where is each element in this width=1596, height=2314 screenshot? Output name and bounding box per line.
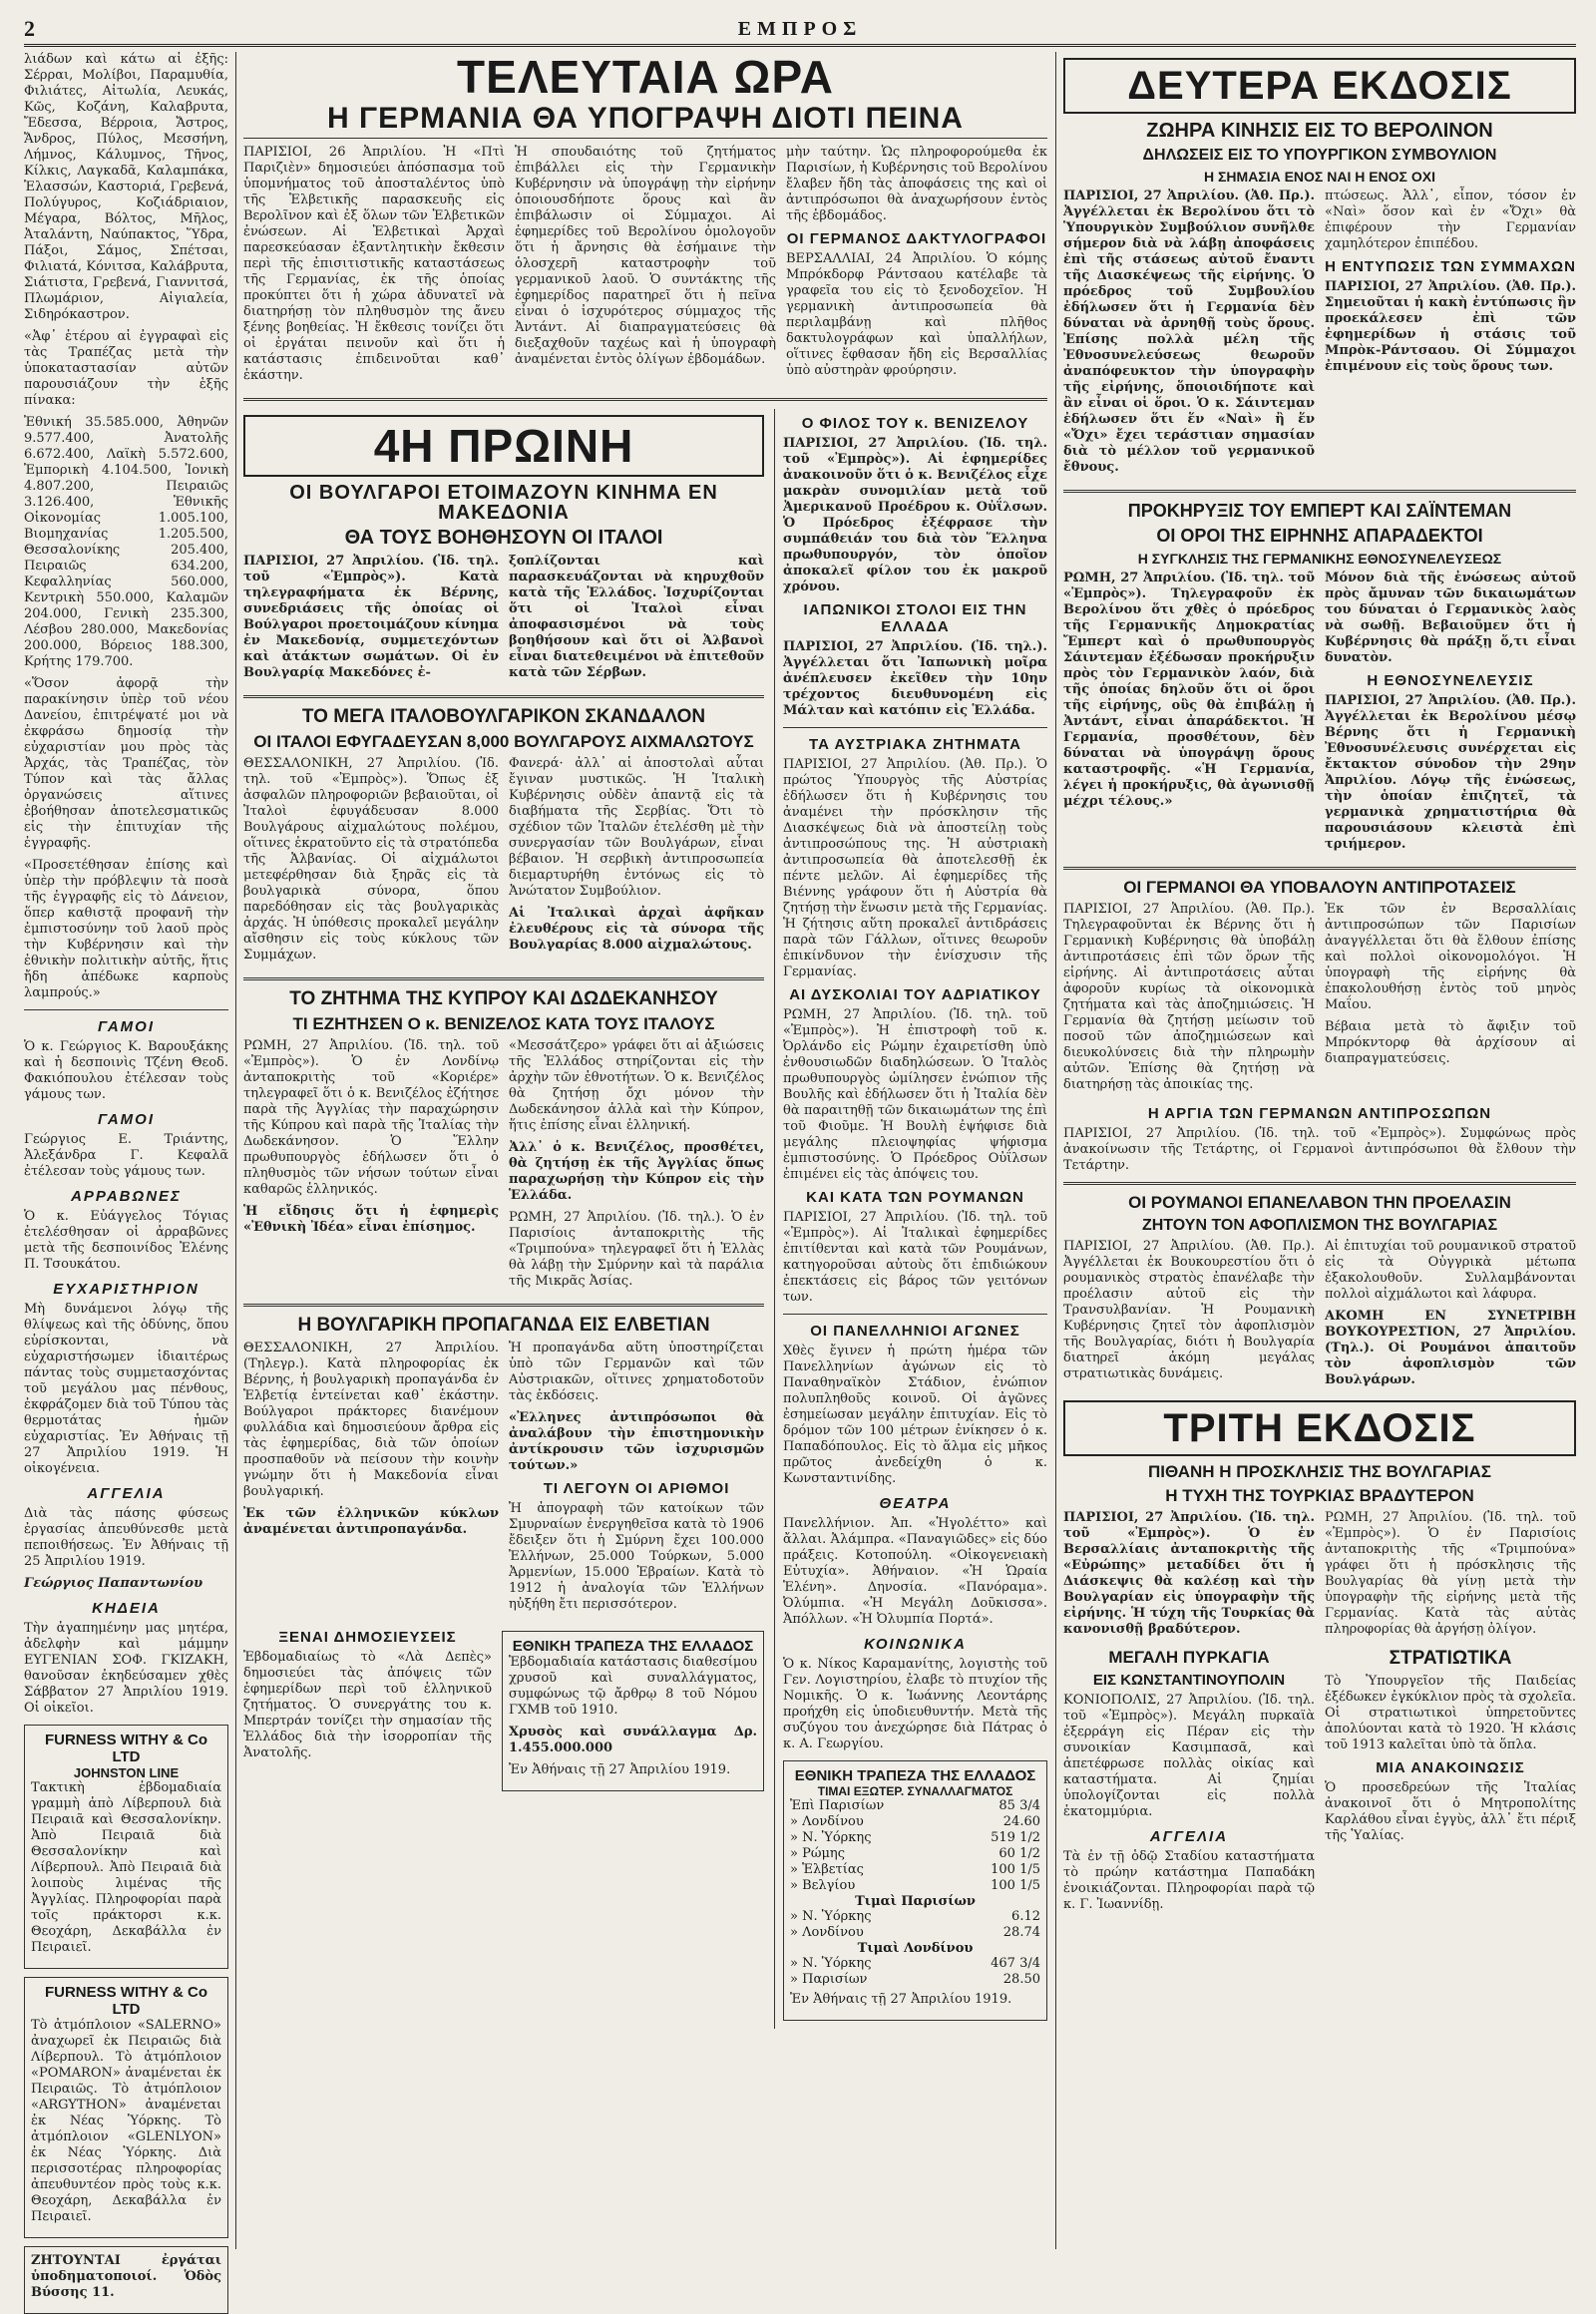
- rate-row-7: » Ν. Ὑόρκης 6.12: [790, 1909, 1040, 1924]
- table-subheader: Τιμαὶ Λονδίνου: [857, 1941, 974, 1956]
- article-emphasis: Αἱ Ἰταλικαὶ ἀρχαὶ ἀφῆκαν ἐλευθέρους εἰς τὰ σύνορα τῆς Βουλγαρίας 8.000 αἰχμαλώτους.: [509, 906, 765, 953]
- subheadline: Η ΣΥΓΚΛΗΣΙΣ ΤΗΣ ΓΕΡΜΑΝΙΚΗΣ ΕΘΝΟΣΥΝΕΛΕΥΣΕΩΣ: [1137, 551, 1502, 567]
- masthead: [24, 14, 1576, 47]
- edition-box: [243, 415, 764, 477]
- rate-row-2: » Λονδίνου 24.60: [790, 1814, 1040, 1829]
- article-text: ΠΑΡΙΣΙΟΙ, 27 Ἀπριλίου. (Ἀθ. Πρ.). Σημειοῦται ἡ κακὴ ἐντύπωσις ἣν προεκάλεσεν ἐπὶ τῶν ἐφημερίδων ἡ στάσις τοῦ Μπρὸκ-Ράντσαου. Οἱ Σύμμαχοι ἐπιμένουν εἰς τοὺς ὅρους των.: [1325, 279, 1576, 374]
- article-emphasis: Ἡ εἴδησις ὅτι ἡ ἐφημερὶς «Ἐθνικὴ Ἰδέα» εἶναι ἐπίσημος.: [243, 1204, 500, 1235]
- article-text: ΠΑΡΙΣΙΟΙ, 27 Ἀπριλίου. (Ἰδ. τηλ.). Ἀγγέλλεται ὅτι Ἰαπωνικὴ μοῖρα ἀνέπλευσεν ἐκεῖθεν τὴν 10ην τρέχοντος διευθυνομένη εἰς Μάλταν καὶ κατόπιν εἰς Ἑλλάδα.: [783, 639, 1047, 718]
- article-text: ΠΑΡΙΣΙΟΙ, 27 Ἀπριλίου. (Ἰδ. τηλ. τοῦ «Ἐμπρὸς»). Συμφώνως πρὸς ἀνακοίνωσιν τῆς Τετάρτης, οἱ Γερμανοὶ ἀντιπρόσωποι θὰ ἔλθουν τὴν Τετάρτην.: [1063, 1126, 1576, 1173]
- article-text: ΠΑΡΙΣΙΟΙ, 27 Ἀπριλίου. (Ἀθ. Πρ.). Ἀγγέλλεται ἐκ Βουκουρεστίου ὅτι ὁ ρουμανικὸς στρατὸς ἐπανέλαβε τὴν προέλασιν αὐτοῦ εἰς τὴν Τρανσυλβανίαν. Ἡ Ρουμανικὴ Κυβέρνησις ζητεῖ τὸν ἀφοπλισμὸν τῆς Βουλγαρίας, διότι ἡ Βουλγαρία διατηρεῖ ἀκόμη μεγάλας στρατιωτικὰς δυνάμεις.: [1063, 1239, 1315, 1381]
- subheadline: ΙΑΠΩΝΙΚΟΙ ΣΤΟΛΟΙ ΕΙΣ ΤΗΝ ΕΛΛΑΔΑ: [803, 601, 1027, 635]
- subheadline: ΕΙΣ ΚΩΝΣΤΑΝΤΙΝΟΥΠΟΛΙΝ: [1092, 1672, 1286, 1689]
- rate-row-5: » Ἑλβετίας 100 1/5: [790, 1862, 1040, 1877]
- article-text: ΠΑΡΙΣΙΟΙ, 27 Ἀπριλίου. (Ἰδ. τηλ. τοῦ «Ἐμπρὸς»). Αἱ ἐφημερίδες ἀνακοινοῦν ὅτι ὁ κ. Βενιζέλος εἶχε μακρὰν συνομιλίαν μετὰ τοῦ Ἀμερικανοῦ Προέδρου κ. Οὐΐλσων. Ὁ Πρόεδρος ἐξέφρασε τὴν συμπάθειάν του διὰ τὸν Ἕλληνα πρωθυπουργόν, τὸν ὁποῖον ἀποκαλεῖ φίλον του ἐκ μακροῦ χρόνου.: [783, 436, 1047, 594]
- article-text: ΡΩΜΗ, 27 Ἀπριλίου. (Ἰδ. τηλ. τοῦ «Ἐμπρὸς»). Ὁ ἐν Παρισίοις ἀνταποκριτὴς τῆς «Τριμπούνα» γράφει ὅτι ἡ πρόσκλησις τῆς Βουλγαρίας θὰ γίνῃ μετὰ τὴν ὑπογραφὴν τῆς εἰρήνης μετὰ τῆς Γερμανίας. Κατὰ τὰς αὐτὰς πληροφορίας θὰ ἀργήσῃ ὀλίγον.: [1325, 1510, 1576, 1637]
- subheadline: ΤΙ ΛΕΓΟΥΝ ΟΙ ΑΡΙΘΜΟΙ: [543, 1480, 730, 1497]
- subheadline: Η ΑΡΓΙΑ ΤΩΝ ΓΕΡΜΑΝΩΝ ΑΝΤΙΠΡΟΣΩΠΩΝ: [1147, 1105, 1492, 1122]
- subheadline: ΟΙ ΓΕΡΜΑΝΟΣ ΔΑΚΤΥΛΟΓΡΑΦΟΙ: [786, 230, 1047, 247]
- headline: ΠΡΟΚΗΡΥΞΙΣ ΤΟΥ ΕΜΠΕΡΤ ΚΑΙ ΣΑΪΝΤΕΜΑΝ: [1127, 501, 1512, 521]
- article-text: ξοπλίζονται καὶ παρασκευάζονται νὰ κηρυχθοῦν κατὰ τῆς Ἑλλάδος. Ἰσχυρίζονται ὅτι οἱ Ἰταλοὶ εἶναι ἀποφασισμένοι νὰ τοὺς βοηθήσουν καὶ ὅτι οἱ Ἀλβανοὶ εἶναι διατεθειμένοι νὰ ἐπιτεθοῦν κατὰ τῶν Σέρβων.: [509, 554, 765, 680]
- article-text: ΠΑΡΙΣΙΟΙ, 27 Ἀπριλίου. (Ἰδ. τηλ. τοῦ «Ἐμπρὸς»). Αἱ Ἰταλικαὶ ἐφημερίδες ἐπιτίθενται καὶ κατὰ τῶν Ρουμάνων, κατηγοροῦσαι αὐτοὺς ὅτι ἐπιδιώκουν ἐπεκτάσεις εἰς βάρος τῶν γειτόνων των.: [783, 1210, 1047, 1305]
- ad-text: ΖΗΤΟΥΝΤΑΙ ἐργάται ὑποδηματοποιοί. Ὁδὸς Βύσσης 11.: [31, 2253, 221, 2300]
- article-text: ΡΩΜΗ, 27 Ἀπριλίου. (Ἰδ. τηλ.). Ὁ ἐν Παρισίοις ἀνταποκριτὴς τῆς «Τριμπούνα» τηλεγραφεῖ ὅτι ἡ Ἑλλὰς θὰ λάβῃ τὴν Σμύρνην καὶ τὰ παράλια τῆς Μικρᾶς Ἀσίας.: [509, 1210, 765, 1289]
- article-text: ΚΟΝΙΟΠΟΛΙΣ, 27 Ἀπριλίου. (Ἰδ. τηλ. τοῦ «Ἐμπρὸς»). Μεγάλη πυρκαϊὰ ἐξερράγη εἰς Πέραν εἰς τὴν συνοικίαν Κασιμπασᾶ, καὶ ἀπετέφρωσε πολλὰς οἰκίας καὶ καταστήματα. Αἱ ζημίαι ὑπολογίζονται εἰς πολλὰ ἑκατομμύρια.: [1063, 1693, 1315, 1819]
- article-text: πτώσεως. Ἀλλ᾽, εἶπον, τόσον ἐν «Ναὶ» ὅσον καὶ ἐν «Ὄχι» θὰ ἐπιφέρουν τὴν Γερμανίαν χαμηλότερον ἐπιπέδου.: [1325, 189, 1576, 251]
- notice-signature: Γεώργιος Παπαντωνίου: [24, 1576, 203, 1591]
- article-text: Χθὲς ἔγινεν ἡ πρώτη ἡμέρα τῶν Πανελληνίων ἀγώνων εἰς τὸ Παναθηναϊκὸν Στάδιον, ἐνώπιον πολυπληθοῦς κοινοῦ. Οἱ ἀγῶνες ἐσημείωσαν μεγάλην ἐπιτυχίαν. Εἰς τὸ δρόμον τῶν 100 μέτρων ἐνίκησεν ὁ κ. Παπαδόπουλος. Εἰς τὸ ἅλμα εἰς μῆκος πρῶτος ἀνεδείχθη ὁ κ. Κωνσταντινίδης.: [783, 1344, 1047, 1486]
- shipping-ad: [24, 1725, 228, 1969]
- ad-text: Τακτικὴ ἑβδομαδιαία γραμμὴ ἀπὸ Λίβερπουλ διὰ Πειραιᾶ καὶ Θεσσαλονίκην. Ἀπὸ Πειραιᾶ διὰ Θεσσαλονίκην καὶ Λίβερπουλ. Ἀπὸ Πειραιᾶ διὰ λοιποὺς λιμένας τῆς Ἀγγλίας. Πληροφορίαι παρὰ τοῖς πράκτορσι κ.κ. Θεοχάρη, Δεκαβάλλα ἐν Πειραιεῖ.: [31, 1780, 221, 1955]
- shipping-ad: [24, 1977, 228, 2238]
- rate-row-6: » Βελγίου 100 1/5: [790, 1878, 1040, 1893]
- subheadline: ΟΙ ΟΡΟΙ ΤΗΣ ΕΙΡΗΝΗΣ ΑΠΑΡΑΔΕΚΤΟΙ: [1156, 526, 1483, 546]
- ad-text: Ἑβδομαδιαία κατάστασις διαθεσίμου χρυσοῦ καὶ συναλλάγματος, συμφώνως τῷ ἄρθρῳ 8 τοῦ Νόμου ΓΧΜΒ τοῦ 1910.: [509, 1655, 758, 1718]
- article-text: Ὁ κ. Νίκος Καραμανίτης, λογιστὴς τοῦ Γεν. Λογιστηρίου, ἐλαβε τὸ πτυχίον τῆς Νομικῆς. Ὁ κ. Ἰωάννης Λεοντάρης προήχθη εἰς ὑποδιευθυντήν. Μετὰ τῆς συζύγου του ἀνεχώρησε διὰ Πάτρας ὁ κ. Α. Γεωργίου.: [783, 1657, 1047, 1751]
- article-text: ΠΑΡΙΣΙΟΙ, 26 Ἀπριλίου. Ἡ «Πτὶ Παριζιὲν» δημοσιεύει ἀπόσπασμα τοῦ ὑπομνήματος τοῦ ἀποσταλέντος ὑπὸ τῆς Ἑλβετικῆς παρασκευῆς εἰς Βερολῖνον καὶ ἐξ ὅλων τῶν Ἑλβετικῶν ἐνώσεων. Αἱ Ἑλβετικαὶ Ἀρχαὶ παρεσκεύασαν ἐξαντλητικὴν ἔκθεσιν περὶ τῆς ἐπισιτιστικῆς καταστάσεως τῆς Γερμανίας, ἐκ τῆς ὁποίας προκύπτει ὅτι ἡ χώρα ἀδυνατεῖ νὰ διατηρήσῃ τὸν πληθυσμὸν της ἄνευ ξένης βοηθείας. Ἡ ἔκθεσις τονίζει ὅτι οἱ ἐργάται πεινοῦν καὶ ὅτι ἡ κατάστασις ἐπιδεινοῦται καθ᾽ ἑκάστην.: [243, 145, 505, 383]
- rate-row-9: » Ν. Ὑόρκης 467 3/4: [790, 1956, 1040, 1971]
- article-text: ΠΑΡΙΣΙΟΙ, 27 Ἀπριλίου. (Ἀθ. Πρ.). Ὁ πρώτος Ὑπουργὸς τῆς Αὐστρίας ἐδήλωσεν ὅτι ἡ Κυβέρνησις του ἀναμένει τὴν πρόσκλησιν τῆς Διασκέψεως διὰ νὰ ἀποστείλῃ τοὺς ἀντιπροσώπους της. Ἡ αὐστριακὴ ἀντιπροσωπεία θὰ ἀποτελεσθῇ ἐκ πέντε μελῶν. Αἱ ἐφημερίδες τῆς Βιέννης γράφουν ὅτι ἡ Αὐστρία θὰ ζητήσῃ τὴν ἕνωσιν μετὰ τῆς Γερμανίας. Ἡ ζήτησις αὕτη προκαλεῖ ἀντιδράσεις παρὰ τῶν Γάλλων, οἵτινες θεωροῦν ἐπικίνδυνον τὴν ἐνίσχυσιν τῆς Γερμανίας.: [783, 757, 1047, 979]
- article-text: «Ὅσον ἀφορᾷ τὴν παρακίνησιν ὑπὲρ τοῦ νέου Δανείου, ἐπιτρέψατέ μοι νὰ ἐκφράσω δημοσίᾳ τὴν εὐχαριστίαν μου πρὸς τὰς Ἀρχάς, τὰς Τραπέζας, τὸν Τύπον καὶ τὰς ἄλλας ὀργανώσεις αἵτινες ἐβοήθησαν ἀποτελεσματικῶς εἰς τὴν ἐπιτυχίαν τῆς ἐγγραφῆς.: [24, 676, 228, 851]
- article-text: Φανερά· ἀλλ᾽ αἱ ἀποστολαὶ αὗται ἔγιναν μυστικῶς. Ἡ Ἰταλικὴ Κυβέρνησις οὐδὲν ἀπαντᾷ εἰς τὰ διαβήματα τῆς Σερβίας. Ὅτι τὸ σχέδιον τῶν Ἰταλῶν ἐτελέσθη μὲ τὴν συνεργασίαν τῶν Βουλγάρων, εἶναι βέβαιον. Ἡ σερβικὴ ἀντιπροσωπεία διεμαρτυρήθη ἐντόνως εἰς τὸ Ἀνώτατον Συμβούλιον.: [509, 756, 765, 899]
- table-date: Ἐν Ἀθήναις τῇ 27 Ἀπριλίου 1919.: [790, 1992, 1012, 2007]
- main-area: [243, 52, 1047, 2249]
- section-label: ΑΓΓΕΛΙΑ: [1149, 1828, 1229, 1845]
- article-text: Ἑβδομαδιαίως τὸ «Λὰ Δεπὲς» δημοσιεύει τὰς ἀπόψεις τῶν ἐφημερίδων περὶ τοῦ ἑλληνικοῦ ζητήματος. Ὁ συνεργάτης του κ. Μπερτράν τονίζει τὴν σημασίαν τῆς Ἑλλάδος διὰ τὴν ἰσορροπίαν τῆς Ἀνατολῆς.: [243, 1650, 493, 1760]
- headline: Η ΓΕΡΜΑΝΙΑ ΘΑ ΥΠΟΓΡΑΨΗ ΔΙΟΤΙ ΠΕΙΝΑ: [243, 104, 1047, 139]
- article-text: Ἐκ τῶν ἐν Βερσαλλίαις ἀντιπροσώπων τῶν Παρισίων ἀναγγέλλεται ὅτι θὰ ἔλθουν ἐπίσης καὶ πολλοὶ οἰκονομολόγοι. Ἡ ὑπογραφὴ τῆς εἰρήνης θὰ ἐπακολουθήσῃ ἐντὸς τοῦ μηνὸς Μαΐου.: [1325, 902, 1576, 1012]
- headline: ΜΕΓΑΛΗ ΠΥΡΚΑΓΙΑ: [1108, 1648, 1270, 1667]
- headline: Η ΒΟΥΛΓΑΡΙΚΗ ΠΡΟΠΑΓΑΝΔΑ ΕΙΣ ΕΛΒΕΤΙΑΝ: [297, 1315, 710, 1336]
- notice-text: Ὁ κ. Εὐάγγελος Τόγιας ἐτελέσθησαν οἱ ἀρραβῶνες μετὰ τῆς δεσποινίδος Ἑλένης Π. Τσουκάτου.: [24, 1209, 228, 1272]
- subheadline: Η ΕΝΤΥΠΩΣΙΣ ΤΩΝ ΣΥΜΜΑΧΩΝ: [1325, 258, 1576, 275]
- subheadline: Ο ΦΙΛΟΣ ΤΟΥ κ. ΒΕΝΙΖΕΛΟΥ: [801, 415, 1029, 432]
- article-text: Ἡ σπουδαιότης τοῦ ζητήματος ἐπιβάλλει εἰς τὴν Γερμανικὴν Κυβέρνησιν νὰ ὑπογράψῃ τὴν εἰρήνην ὁποιουσδήποτε ὅρους καὶ ἂν ἐπιβάλωσιν οἱ Σύμμαχοι. Αἱ ἐφημερίδες τοῦ Βερολίνου ὁμολογοῦν ὅτι ἡ ἄρνησις θὰ ἐσήμαινε τὴν ὁλοσχερῆ καταστροφὴν τοῦ γερμανικοῦ λαοῦ. Ὁ συντάκτης τῆς ἐφημερίδος παρατηρεῖ ὅτι ἡ πεῖνα εἶναι ὁ ἰσχυρότερος σύμμαχος τῆς Ἀντάντ. Αἱ διαπραγματεύσεις θὰ διεξαχθοῦν ταχέως καὶ ἡ ὑπογραφὴ ἀναμένεται ἐντὸς ὀλίγων ἑβδομάδων.: [515, 145, 776, 367]
- article-text: Πανελλήνιον. Ἀπ. «Ἠγολέττο» καὶ ἄλλαι. Ἀλάμπρα. «Παναγιῶδες» εἰς δύο πράξεις. Κοτοπούλη. «Οἰκογενειακὴ Εὐτυχία». Ἀθήναιον. «Ἡ Ὡραία Ἑλένη». Δηνοσία. «Πανόραμα». Ὀλύμπια. «Ἡ Μεγάλη Δοῦκισσα». Ἀπόλλων. «Ἡ Ὀλυμπία Πορτά».: [783, 1516, 1047, 1627]
- article-text: ΠΑΡΙΣΙΟΙ, 27 Ἀπριλίου. (Ἀθ. Πρ.). Τηλεγραφοῦνται ἐκ Βέρνης ὅτι ἡ Γερμανικὴ Κυβέρνησις θὰ ὑποβάλῃ ἀντιπροτάσεις ἐπὶ τῶν ὅρων τῆς εἰρήνης. Αἱ ἀντιπροτάσεις αὗται ἀφοροῦν κυρίως τὰ οἰκονομικὰ ζητήματα καὶ τὰς ἀποζημιώσεις. Ἡ Γερμανία θὰ ζητήσῃ μείωσιν τοῦ ποσοῦ τῶν ἀποζημιώσεων καὶ διευκολύνσεις διὰ τὴν πληρωμὴν αὐτῶν. Ἐπίσης θὰ ζητήσῃ νὰ διατηρήσῃ τὰς ἀποικίας της.: [1063, 902, 1315, 1092]
- edition-title: ΔΕΥΤΕΡΑ ΕΚΔΟΣΙΣ: [1127, 64, 1512, 108]
- article-text: ΒΕΡΣΑΛΛΙΑΙ, 24 Ἀπριλίου. Ὁ κόμης Μπρόκδορφ Ράντσαου κατέλαβε τὰ γραφεῖα του εἰς τὸ ξενοδοχεῖον. Ἡ γερμανικὴ ἀντιπροσωπεία θὰ περιλαμβάνῃ καὶ πλῆθος δακτυλογράφων καὶ ὑπαλλήλων, οἵτινες ἔφθασαν ἤδη εἰς Βερσαλλίας ὑπὸ αὐστηρὰν φρούρησιν.: [786, 251, 1047, 378]
- bank-ad: [502, 1631, 764, 1791]
- rate-row-8: » Λονδίνου 28.74: [790, 1925, 1040, 1940]
- headline: ΣΤΡΑΤΙΩΤΙΚΑ: [1389, 1648, 1512, 1669]
- notice-text: Γεώργιος Ε. Τριάντης, Ἀλεξάνδρα Γ. Κεφαλᾶ ἐτέλεσαν τοὺς γάμους των.: [24, 1132, 228, 1179]
- article-text: ΡΩΜΗ, 27 Ἀπριλίου. (Ἰδ. τηλ. τοῦ «Ἐμπρὸς»). Ὁ ἐν Λονδίνῳ ἀνταποκριτὴς τοῦ «Κοριέρε» τηλεγραφεῖ ὅτι ὁ κ. Βενιζέλος ἐζήτησε παρὰ τῆς Ἀγγλίας τὴν παραχώρησιν τῆς Κύπρου καὶ παρὰ τῆς Ἰταλίας τὴν Δωδεκάνησον. Ὁ Ἕλλην πρωθυπουργὸς ἐδήλωσεν ὅτι ὁ πληθυσμὸς τῶν νήσων τούτων εἶναι καθαρῶς ἑλληνικός.: [243, 1038, 500, 1197]
- section-label: ΓΑΜΟΙ: [97, 1018, 155, 1035]
- left-column: [24, 52, 228, 2300]
- headline: ΟΙ ΡΟΥΜΑΝΟΙ ΕΠΑΝΕΛΑΒΟΝ ΤΗΝ ΠΡΟΕΛΑΣΙΝ: [1128, 1193, 1511, 1212]
- notice-text: Τὴν ἀγαπημένην μας μητέρα, ἀδελφὴν καὶ μάμμην ΕΥΓΕΝΙΑΝ ΣΟΦ. ΓΚΙΖΑΚΗ, θανοῦσαν ἐκηδεύσαμεν χθὲς Σάββατον 27 Ἀπριλίου 1919. Οἱ οἰκεῖοι.: [24, 1621, 228, 1716]
- article-emphasis: «Ἐλληνες ἀντιπρόσωποι θὰ ἀναλάβουν τὴν ἐπιστημονικὴν ἀντίκρουσιν τῶν ἰσχυρισμῶν τούτων.»: [509, 1410, 765, 1473]
- article-text: μὴν ταύτην. Ὡς πληροφορούμεθα ἐκ Παρισίων, ἡ Κυβέρνησις τοῦ Βερολίνου ἔλαβεν ἤδη τὰς ἀποφάσεις της καὶ οἱ ἀντιπρόσωποι θὰ ἀναχωρήσουν ἐντὸς τῆς ἑβδομάδος.: [786, 145, 1047, 223]
- section-label: ΕΥΧΑΡΙΣΤΗΡΙΟΝ: [53, 1281, 200, 1298]
- section-label: ΚΟΙΝΩΝΙΚΑ: [864, 1636, 967, 1653]
- article-text: ΡΩΜΗ, 27 Ἀπριλίου. (Ἰδ. τηλ. τοῦ «Ἐμπρὸς»). Τηλεγραφοῦν ἐκ Βερολίνου ὅτι χθὲς ὁ πρόεδρος τῆς Γερμανικῆς Δημοκρατίας Ἔμπερτ καὶ ὁ πρωθυπουργὸς Σάιντεμαν ἐξέδωσαν προκήρυξιν πρὸς τὸν Γερμανικὸν λαόν, διὰ τῆς ὁποίας δηλοῦν ὅτι οἱ ὅροι τῆς εἰρήνης, οὓς θὰ ἐπιβάλῃ ἡ Ἀντάντ, εἶναι ἀπαράδεκτοι. Ἡ Γερμανία, προσθέτουν, δὲν δύναται νὰ ὑπογράψῃ ὅρους καταστροφῆς. «Ἡ Γερμανία, λέγει ἡ προκήρυξις, θὰ ἀγωνισθῇ μέχρι τέλους.»: [1063, 571, 1315, 809]
- subheadline: ΖΗΤΟΥΝ ΤΟΝ ΑΦΟΠΛΙΣΜΟΝ ΤΗΣ ΒΟΥΛΓΑΡΙΑΣ: [1141, 1217, 1498, 1234]
- article-text: ΡΩΜΗ, 27 Ἀπριλίου. (Ἰδ. τηλ. τοῦ «Ἐμπρὸς»). Ἡ ἐπιστροφὴ τοῦ κ. Ὀρλάνδο εἰς Ρώμην ἐχαιρετίσθη ὑπὸ ἐνθουσιωδῶν διαδηλώσεων. Ὁ Ἰταλὸς πρωθυπουργὸς ὡμίλησεν ἐνώπιον τῆς Βουλῆς καὶ ἐδήλωσεν ὅτι ἡ Ἰταλία δὲν θὰ παραιτηθῇ τῶν δικαιωμάτων της ἐπὶ τοῦ Φιοῦμε. Ἡ Βουλὴ ἐψήφισε διὰ μεγάλης πλειοψηφίας ψήφισμα ἐμπιστοσύνης. Ὁ Πρόεδρος Οὐΐλσων ἐπιμένει εἰς τὰς ἀπόψεις του.: [783, 1007, 1047, 1182]
- notice-text: Μὴ δυνάμενοι λόγῳ τῆς θλίψεως καὶ τῆς ὀδύνης, ὅπου εὑρίσκονται, νὰ εὐχαριστήσωμεν ἰδιαιτέρως πάντας τοὺς συμμετασχόντας τοῦ μεγάλου μας πένθους, ἐκφράζομεν διὰ τοῦ Τύπου τὰς θερμοτάτας ἡμῶν εὐχαριστίας. Ἐν Ἀθήναις τῇ 27 Ἀπριλίου 1919. Ἡ οἰκογένεια.: [24, 1302, 228, 1476]
- article-text: ΠΑΡΙΣΙΟΙ, 27 Ἀπριλίου. (Ἰδ. τηλ. τοῦ «Ἐμπρὸς»). Ὁ ἐν Βερσαλλίαις ἀνταποκριτὴς τῆς «Εὐρώπης» μεταδίδει ὅτι ἡ Διάσκεψις θὰ καλέσῃ καὶ τὴν Βουλγαρίαν εἰς ὑπογραφὴν τῆς εἰρήνης. Ἡ τύχη τῆς Τουρκίας θὰ κανονισθῇ βραδύτερον.: [1063, 1510, 1315, 1637]
- headline: ΖΩΗΡΑ ΚΙΝΗΣΙΣ ΕΙΣ ΤΟ ΒΕΡΟΛΙΝΟΝ: [1146, 120, 1493, 142]
- subheadline: ΟΙ ΙΤΑΛΟΙ ΕΦΥΓΑΔΕΥΣΑΝ 8,000 ΒΟΥΛΓΑΡΟΥΣ ΑΙΧΜΑΛΩΤΟΥΣ: [253, 732, 754, 751]
- headline: ΤΟ ΖΗΤΗΜΑ ΤΗΣ ΚΥΠΡΟΥ ΚΑΙ ΔΩΔΕΚΑΝΗΣΟΥ: [289, 988, 718, 1009]
- subheadline: ΜΙΑ ΑΝΑΚΟΙΝΩΣΙΣ: [1376, 1759, 1525, 1776]
- article-text: Τὰ ἐν τῇ ὁδῷ Σταδίου καταστήματα τὸ πρώην κατάστημα Παπαδάκη ἐνοικιάζονται. Πληροφορίαι παρὰ τῷ κ. Γ. Ἰωαννίδῃ.: [1063, 1849, 1315, 1912]
- edition-box: [1063, 1400, 1576, 1456]
- article-text: Μόνον διὰ τῆς ἐνώσεως αὐτοῦ πρὸς ἄμυναν τῶν δικαιωμάτων του δύναται ὁ Γερμανικὸς λαὸς νὰ σωθῇ. Βεβαιοῦμεν ὅτι ἡ Κυβέρνησις θὰ πράξῃ ὅ,τι εἶναι δυνατὸν.: [1325, 571, 1576, 665]
- rate-row-1: Ἐπὶ Παρισίων 85 3/4: [790, 1798, 1040, 1813]
- article-text: Ἡ προπαγάνδα αὕτη ὑποστηρίζεται ὑπὸ τῶν Γερμανῶν καὶ τῶν Αὐστριακῶν, οἵτινες χρηματοδοτοῦν τὰς ἐκδόσεις.: [509, 1341, 765, 1403]
- article-text: ΑΚΟΜΗ ΕΝ ΣΥΝΕΤΡΙΒΗ ΒΟΥΚΟΥΡΕΣΤΙΟΝ, 27 Ἀπριλίου. (Τηλ.). Οἱ Ρουμάνοι ἀπαιτοῦν τὸν ἀφοπλισμὸν τῶν Βουλγάρων.: [1325, 1309, 1576, 1387]
- subheadline: ΑΙ ΔΥΣΚΟΛΙΑΙ ΤΟΥ ΑΔΡΙΑΤΙΚΟΥ: [789, 986, 1041, 1003]
- ad-title: ΕΘΝΙΚΗ ΤΡΑΠΕΖΑ ΤΗΣ ΕΛΛΑΔΟΣ: [794, 1767, 1036, 1784]
- notice-text: Ὁ κ. Γεώργιος Κ. Βαρουξάκης καὶ ἡ δεσποινὶς Τζένη Θεοδ. Φακιόπουλου ἐτέλεσαν τοὺς γάμους των.: [24, 1039, 228, 1102]
- article-text: ΘΕΣΣΑΛΟΝΙΚΗ, 27 Ἀπριλίου. (Ἰδ. τηλ. τοῦ «Ἐμπρὸς»). Ὅπως ἐξ ἀσφαλῶν πληροφοριῶν βεβαιοῦται, οἱ Ἰταλοὶ ἐφυγάδευσαν 8.000 Βουλγάρους αἰχμαλώτους πολέμου, οἵτινες ἐκρατοῦντο εἰς τὰ στρατόπεδα τῆς Ἀλβανίας. Οἱ αἰχμάλωτοι μετεφέρθησαν διὰ ξηρᾶς εἰς τὰ βουλγαρικὰ σύνορα, ὅπου παρεδόθησαν εἰς τὰς βουλγαρικὰς ἀρχάς. Ἡ ὑπόθεσις προκαλεῖ μεγάλην αἴσθησιν εἰς τοὺς κύκλους τῶν Συμμάχων.: [243, 756, 500, 963]
- article-text: «Ἀφ᾽ ἑτέρου αἱ ἐγγραφαὶ εἰς τὰς Τραπέζας μετὰ τὴν ὑποκαταστασίαν αὐτῶν παρουσιάζουν τὴν ἑξῆς πίνακα:: [24, 329, 228, 408]
- headline: ΟΙ ΓΕΡΜΑΝΟΙ ΘΑ ΥΠΟΒΑΛΟΥΝ ΑΝΤΙΠΡΟΤΑΣΕΙΣ: [1123, 878, 1516, 897]
- right-column: [1063, 52, 1576, 2249]
- article-text: Ὁ προσεδρεύων τῆς Ἰταλίας ἀνακοινοῖ ὅτι ὁ Μητροπολίτης Καρλάθου εἶναι ἐγγὺς, ἀλλ᾽ ἔτι πέριξ τῆς Ὑαλίας.: [1325, 1780, 1576, 1843]
- ad-date: Ἐν Ἀθήναις τῇ 27 Ἀπριλίου 1919.: [509, 1762, 731, 1777]
- exchange-table: [783, 1760, 1047, 2021]
- article-text: ΠΑΡΙΣΙΟΙ, 27 Ἀπριλίου. (Ἀθ. Πρ.). Ἀγγέλλεται ἐκ Βερολίνου ὅτι τὸ Ὑπουργικὸν Συμβούλιον συνῆλθε σήμερον διὰ νὰ λάβῃ ἀποφάσεις ἐπὶ τῆς στάσεως αὐτοῦ ἔναντι τῆς Διασκέψεως τῆς εἰρήνης. Ὁ πρόεδρος τοῦ Συμβουλίου ἐδήλωσεν ὅτι ἡ Γερμανία δὲν δύναται νὰ ἀρνηθῇ τοὺς ὅρους. Ἐπίσης πολλὰ μέλη τῆς Ἐθνοσυνελεύσεως θεωροῦν ἀναπόφευκτον τὴν ὑπογραφὴν τῆς εἰρήνης, ὅποιοιδήποτε καὶ ἂν εἶναι οἱ ὅροι. Ὁ κ. Σάιντεμαν ἐδήλωσεν ὅτι ἕν «Ναὶ» ἢ ἕν «Ὄχι» ἔχει τεράστιαν σημασίαν διὰ τὸ μέλλον τοῦ γερμανικοῦ ἔθνους.: [1063, 189, 1315, 475]
- headline: ΠΙΘΑΝΗ Η ΠΡΟΣΚΛΗΣΙΣ ΤΗΣ ΒΟΥΛΓΑΡΙΑΣ: [1147, 1462, 1492, 1481]
- section-label: ΓΑΜΟΙ: [97, 1111, 155, 1128]
- section-label: ΚΗΔΕΙΑ: [92, 1600, 161, 1617]
- article-text: Ἐθνική 35.585.000, Ἀθηνῶν 9.577.400, Ἀνατολῆς 6.672.400, Λαϊκὴ 5.572.600, Ἐμπορικὴ 4.104.500, Ἰονικὴ 4.807.200, Πειραιῶς 3.126.400, Ἐθνικῆς Οἰκονομίας 1.005.100, Βιομηχανίας 1.205.500, Θεσσαλονίκης 205.400, Πειραιῶς 634.200, Κεφαλληνίας 560.000, Κεντρικὴ 550.000, Καλαμῶν 204.000, Γενικὴ 235.300, Λέσβου 280.000, Μακεδονίας 200.000, Βόρειος 188.300, Κρήτης 179.700.: [24, 415, 228, 669]
- article-text: Αἱ ἐπιτυχίαι τοῦ ρουμανικοῦ στρατοῦ εἰς τὰ Οὐγγρικὰ μέτωπα ἐξακολουθοῦν. Συλλαμβάνονται πολλοὶ αἰχμάλωτοι καὶ λάφυρα.: [1325, 1239, 1576, 1302]
- article-text: ΠΑΡΙΣΙΟΙ, 27 Ἀπριλίου. (Ἀθ. Πρ.). Ἀγγέλλεται ἐκ Βερολίνου μέσῳ Βέρνης ὅτι ἡ Γερμανικὴ Ἐθνοσυνέλευσις συνέρχεται εἰς ἔκτακτον σύνοδον τὴν 29ην Ἀπριλίου. Λόγῳ τῆς ἐνώσεως, τὴν ὁποίαν ἐπιζητεῖ, τὰ γερμανικὰ χρηματιστήρια θὰ παρουσιάσουν κλειστὰ ἐπὶ τριήμερον.: [1325, 693, 1576, 852]
- subheadline: ΘΑ ΤΟΥΣ ΒΟΗΘΗΣΟΥΝ ΟΙ ΙΤΑΛΟΙ: [344, 527, 663, 549]
- ad-title: ΕΘΝΙΚΗ ΤΡΑΠΕΖΑ ΤΗΣ ΕΛΛΑΔΟΣ: [512, 1638, 754, 1655]
- columns: [24, 51, 1576, 2300]
- article-text: «Προσετέθησαν ἐπίσης καὶ ὑπὲρ τὴν πρόβλεψιν τὰ ποσὰ τῆς ἐγγραφῆς εἰς τὸ Δάνειον, ὅπερ καθιστᾷ προφανῆ τὴν ἐμπιστοσύνην τοῦ λαοῦ πρὸς τὴν Κυβέρνησιν καὶ τὴν ἐθνικὴν πολιτικὴν αὐτῆς, ἥτις ἤδη ἀπέδωκε καρποὺς λαμπρούς.»: [24, 858, 228, 1000]
- article-text: Ἡ ἀπογραφὴ τῶν κατοίκων τῶν Σμυρναίων ἐνεργηθεῖσα κατὰ τὸ 1906 ἔδειξεν ὅτι ἡ Σμύρνη ἔχει 100.000 Ἑλλήνων, 25.000 Τούρκων, 5.000 Ἀρμενίων, 15.000 Ἑβραίων. Κατὰ τὸ 1912 ἡ ἀναλογία τῶν Ἑλλήνων ηὐξήθη ἔτι περισσότερον.: [509, 1501, 765, 1612]
- headline: ΤΟ ΜΕΓΑ ΙΤΑΛΟΒΟΥΛΓΑΡΙΚΟΝ ΣΚΑΝΔΑΛΟΝ: [301, 706, 706, 727]
- ad-subtitle: ΤΙΜΑΙ ΕΞΩΤΕΡ. ΣΥΝΑΛΛΑΓΜΑΤΟΣ: [817, 1784, 1013, 1798]
- article-text: «Μεσσάτζερο» γράφει ὅτι αἱ ἀξιώσεις τῆς Ἑλλάδος στηρίζονται εἰς τὴν ἀρχὴν τῶν ἐθνοτήτων. Ὁ κ. Βενιζέλος θὰ ζητήσῃ ὄχι μόνον τὴν Δωδεκάνησον ἀλλὰ καὶ τὴν Κύπρον, ἥτις ἐπίσης εἶναι ἑλληνική.: [509, 1038, 765, 1133]
- article-text: Τὸ Ὑπουργεῖον τῆς Παιδείας ἐξέδωκεν ἐγκύκλιον πρὸς τὰ σχολεῖα. Οἱ στρατιωτικοὶ ὑπηρετοῦντες ἀπολύονται κατὰ τὸ 1920. Ἡ κλάσις τοῦ 1913 καλεῖται ὑπὸ τὰ ὅπλα.: [1325, 1674, 1576, 1752]
- section-label: ΑΡΡΑΒΩΝΕΣ: [71, 1188, 182, 1205]
- section-label: ΘΕΑΤΡΑ: [879, 1495, 952, 1512]
- table-subheader: Τιμαὶ Παρισίων: [855, 1894, 976, 1909]
- notice-text: Διὰ τὰς πάσης φύσεως ἐργασίας ἀπευθύνεσθε μετὰ πεποιθήσεως. Ἐν Ἀθήναις τῇ 25 Ἀπριλίου 1919.: [24, 1506, 228, 1569]
- edition-box: [1063, 58, 1576, 114]
- ad-subtitle: JOHNSTON LINE: [73, 1765, 180, 1780]
- article-text: ΠΑΡΙΣΙΟΙ, 27 Ἀπριλίου. (Ἰδ. τηλ. τοῦ «Ἐμπρὸς»). Κατὰ τηλεγραφήματα ἐκ Βέρνης, συνεδριάσεις τῆς ὁποίας οἱ Βούλγαροι προετοιμάζουν κίνημα ἐν Μακεδονίᾳ, συμμετεχόντων καὶ ἀτάκτων σωμάτων. Οἱ ἐν Βουλγαρίᾳ Μακεδόνες ἐ-: [243, 554, 500, 680]
- page-number: 2: [24, 16, 35, 41]
- subheadline: ΤΑ ΑΥΣΤΡΙΑΚΑ ΖΗΤΗΜΑΤΑ: [809, 736, 1021, 753]
- article-text: Βέβαια μετὰ τὸ ἄφιξιν τοῦ Μπρόκντορφ θὰ ἀρχίσουν αἱ διαπραγματεύσεις.: [1325, 1019, 1576, 1066]
- ad-text: Τὸ ἀτμόπλοιον «SALERNO» ἀναχωρεῖ ἐκ Πειραιῶς διὰ Λίβερπουλ. Τὸ ἀτμόπλοιον «POMARON» ἀναμένεται ἐκ Πειραιῶς. Τὸ ἀτμόπλοιον «ARGYTHON» ἀναμένεται ἐκ Νέας Ὑόρκης. Τὸ ἀτμόπλοιον «GLENLYON» ἐκ Νέας Ὑόρκης. Διὰ περισσοτέρας πληροφορίας ἀπευθυντέον πρὸς τοὺς κ.κ. Θεοχάρη, Δεκαβάλλα ἐν Πειραιεῖ.: [31, 2018, 221, 2224]
- rate-row-3: » Ν. Ὑόρκης 519 1/2: [790, 1830, 1040, 1845]
- paper-name: ΕΜΠΡΟΣ: [737, 17, 863, 40]
- rate-row-4: » Ρώμης 60 1/2: [790, 1846, 1040, 1861]
- article-emphasis: Ἐκ τῶν ἑλληνικῶν κύκλων ἀναμένεται ἀντιπροπαγάνδα.: [243, 1506, 500, 1537]
- banner-title: ΤΕΛΕΥΤΑΙΑ ΩΡΑ: [457, 51, 834, 103]
- section-label: ΑΓΓΕΛΙΑ: [87, 1485, 166, 1502]
- headline: ΟΙ ΒΟΥΛΓΑΡΟΙ ΕΤΟΙΜΑΖΟΥΝ ΚΙΝΗΜΑ ΕΝ ΜΑΚΕΔΟΝΙΑ: [289, 482, 718, 524]
- subheadline: Η ΤΥΧΗ ΤΗΣ ΤΟΥΡΚΙΑΣ ΒΡΑΔΥΤΕΡΟΝ: [1165, 1486, 1474, 1505]
- subheadline: ΔΗΛΩΣΕΙΣ ΕΙΣ ΤΟ ΥΠΟΥΡΓΙΚΟΝ ΣΥΜΒΟΥΛΙΟΝ: [1142, 147, 1497, 164]
- subheadline: ΤΙ ΕΖΗΤΗΣΕΝ Ο κ. ΒΕΝΙΖΕΛΟΣ ΚΑΤΑ ΤΟΥΣ ΙΤΑΛΟΥΣ: [292, 1014, 715, 1033]
- ad-title: FURNESS WITHY & Co LTD: [44, 1732, 208, 1765]
- rate-row-10: » Παρισίων 28.50: [790, 1972, 1040, 1987]
- ad-value: Χρυσὸς καὶ συνάλλαγμα Δρ. 1.455.000.000: [509, 1725, 758, 1755]
- article-emphasis: Ἀλλ᾽ ὁ κ. Βενιζέλος, προσθέτει, θὰ ζητήσῃ ἐκ τῆς Ἀγγλίας ὅπως παραχωρήσῃ τὴν Κύπρον εἰς τὴν Ἑλλάδα.: [509, 1140, 765, 1203]
- subheadline: ΟΙ ΠΑΝΕΛΛΗΝΙΟΙ ΑΓΩΝΕΣ: [810, 1323, 1020, 1340]
- subheadline: ΚΑΙ ΚΑΤΑ ΤΩΝ ΡΟΥΜΑΝΩΝ: [806, 1189, 1024, 1206]
- subheadline: Η ΣΗΜΑΣΙΑ ΕΝΟΣ ΝΑΙ Η ΕΝΟΣ ΟΧΙ: [1204, 169, 1435, 185]
- subheadline: Η ΕΘΝΟΣΥΝΕΛΕΥΣΙΣ: [1367, 672, 1534, 689]
- article-text: ΘΕΣΣΑΛΟΝΙΚΗ, 27 Ἀπριλίου. (Τηλεγρ.). Κατὰ πληροφορίας ἐκ Βέρνης, ἡ βουλγαρικὴ προπαγάνδα ἐν Ἑλβετίᾳ ἐντείνεται καθ᾽ ἑκάστην. Βούλγαροι πράκτορες διανέμουν φυλλάδια καὶ δημοσιεύουν ἄρθρα εἰς τὰς ἐφημερίδας, διὰ τῶν ὁποίων προσπαθοῦν νὰ πείσουν τὴν κοινὴν γνώμην ὅτι ἡ Μακεδονία εἶναι βουλγαρική.: [243, 1341, 500, 1499]
- edition-title: 4Η ΠΡΩΙΝΗ: [373, 420, 634, 472]
- edition-title: ΤΡΙΤΗ ΕΚΔΟΣΙΣ: [1163, 1406, 1476, 1450]
- ad-title: FURNESS WITHY & Co LTD: [44, 1984, 208, 2018]
- subheadline: ΞΕΝΑΙ ΔΗΜΟΣΙΕΥΣΕΙΣ: [278, 1629, 457, 1646]
- classified-ad: [24, 2246, 228, 2314]
- article-text: λιάδων καὶ κάτω αἱ ἐξῆς: Σέρραι, Μολίβοι, Παραμυθία, Φιλιάτες, Αἰτωλία, Λευκάς, Κῶς, Κοζάνη, Καλαβρυτα, Ἔδεσσα, Βέρροια, Ἄστρος, Ἄνδρος, Πύλος, Μεσσήνη, Λήμνος, Κάλυμνος, Τῆνος, Κίλκις, Λαγκαδᾶ, Καλαμπάκα, Ἐλασσών, Καστοριά, Γρεβενά, Πολύγυρος, Κοζιάδριαιον, Μέγαρα, Βόλτος, Μῆλος, Ἀταλάντη, Ναύπακτος, Ὕδρα, Πάξοι, Σάμος, Σπέτσαι, Φιλιατά, Κόνιτσα, Καλάβρυτα, Σιάτιστα, Γρεβενά, Γιαννιτσά, Πλωμάριον, Αἰγιαλεία, Σιδηρόκαστρον.: [24, 52, 228, 322]
